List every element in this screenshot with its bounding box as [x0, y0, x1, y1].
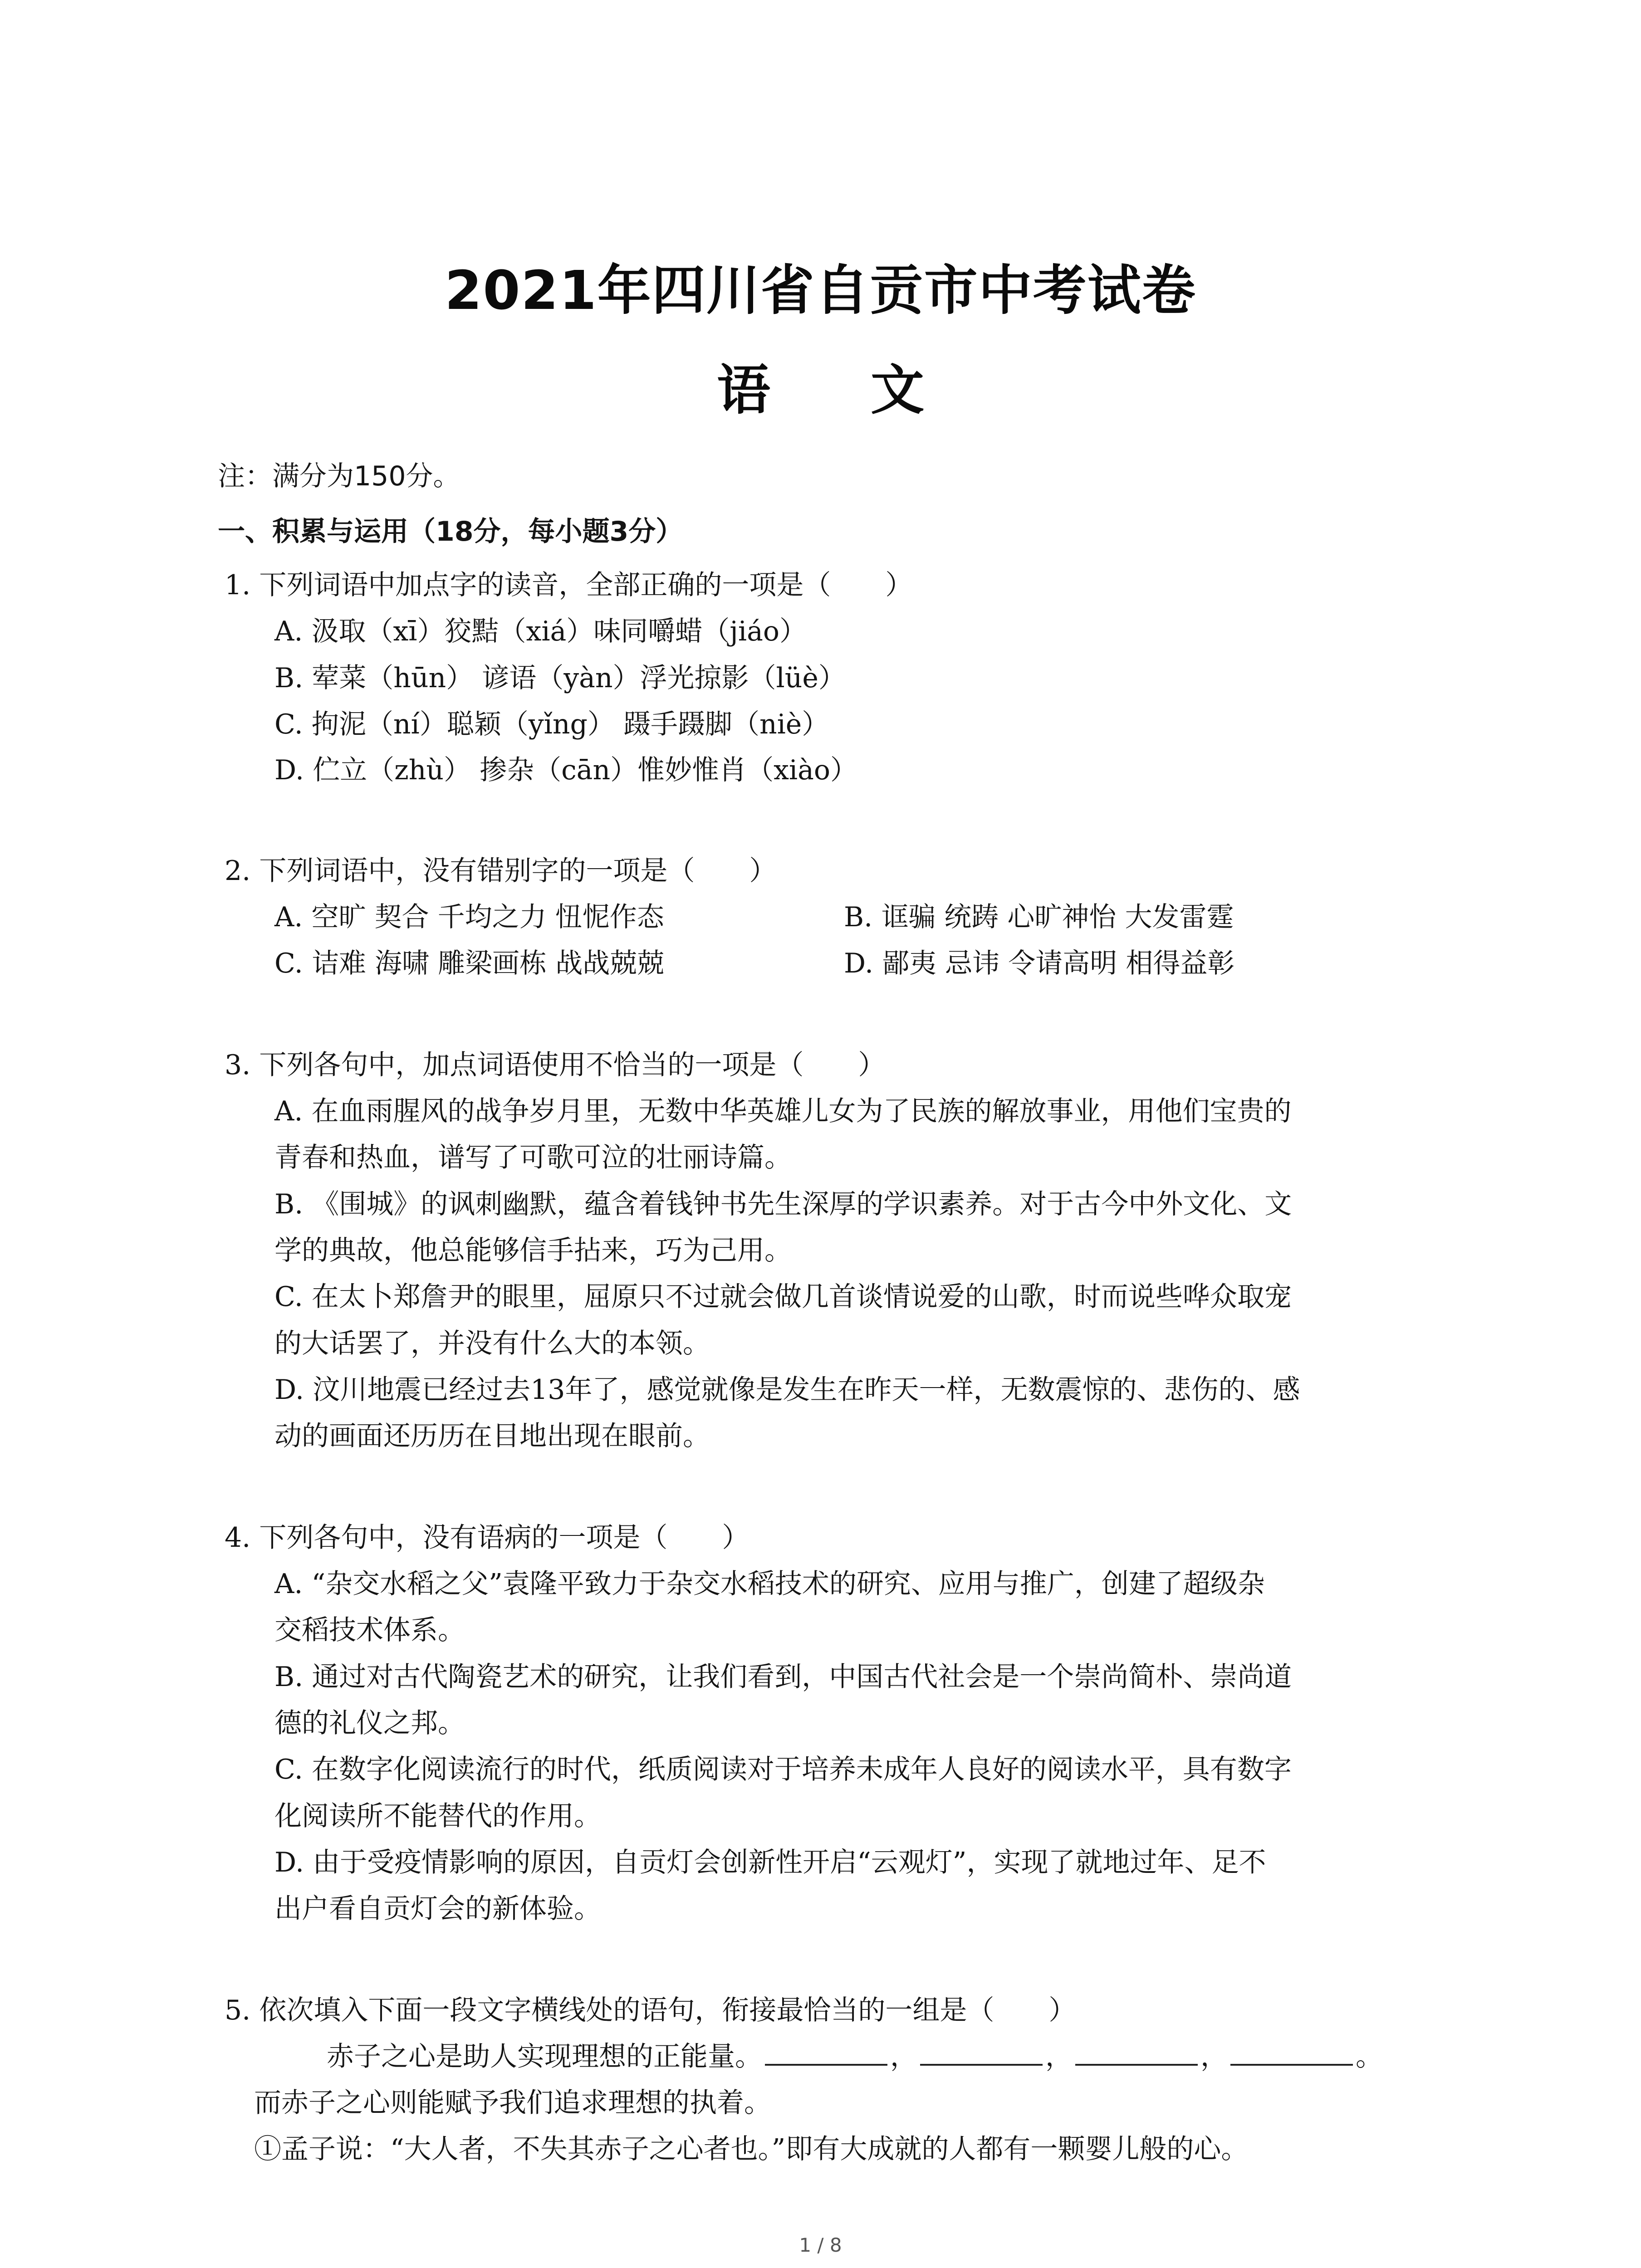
subject-title: 语 文 — [716, 359, 965, 421]
question-3-option-d: D. 汶川地震已经过去13年了，感觉就像是发生在昨天一样，无数震惊的、悲伤的、感 — [274, 1374, 1300, 1406]
question-4-option-a-cont: 交稻技术体系。 — [274, 1614, 465, 1646]
answer-blank-4 — [1230, 2040, 1353, 2066]
question-4-option-b: B. 通过对古代陶瓷艺术的研究，让我们看到，中国古代社会是一个崇尚简朴、崇尚道 — [274, 1661, 1292, 1693]
comma: ， — [1200, 2041, 1228, 2072]
question-4-option-d: D. 由于受疫情影响的原因，自贡灯会创新性开启“云观灯”，实现了就地过年、足不 — [274, 1847, 1266, 1878]
question-3-option-a: A. 在血雨腥风的战争岁月里，无数中华英雄儿女为了民族的解放事业，用他们宝贵的 — [274, 1095, 1292, 1127]
passage-start: 赤子之心是助人实现理想的正能量。 — [327, 2041, 762, 2072]
question-4-stem: 4. 下列各句中，没有语病的一项是（ ） — [225, 1522, 749, 1554]
question-3-option-d-cont: 动的画面还历历在目地出现在眼前。 — [274, 1420, 710, 1452]
question-3-option-b: B. 《围城》的讽刺幽默，蕴含着钱钟书先生深厚的学识素养。对于古今中外文化、文 — [274, 1188, 1292, 1220]
score-note: 注：满分为150分。 — [218, 460, 460, 492]
question-5-passage — [327, 2038, 1383, 2075]
answer-blank-3 — [1075, 2040, 1198, 2066]
question-3-option-a-cont: 青春和热血，谱写了可歌可泣的壮丽诗篇。 — [274, 1142, 792, 1173]
question-4-option-d-cont: 出户看自贡灯会的新体验。 — [274, 1893, 601, 1925]
section-heading: 一、积累与运用（18分，每小题3分） — [218, 516, 683, 547]
comma: ， — [890, 2041, 917, 2072]
question-1-option-b: B. 荤菜（hūn） 谚语（yàn）浮光掠影（lüè） — [274, 662, 846, 694]
comma: ， — [1045, 2041, 1073, 2072]
question-4-option-c: C. 在数字化阅读流行的时代，纸质阅读对于培养未成年人良好的阅读水平，具有数字 — [274, 1754, 1292, 1785]
question-2-option-a: A. 空旷 契合 千均之力 忸怩作态 — [274, 901, 664, 933]
question-5-stem: 5. 依次填入下面一段文字横线处的语句，衔接最恰当的一组是（ ） — [225, 1994, 1076, 2026]
question-1-option-d: D. 伫立（zhù） 掺杂（cān）惟妙惟肖（xiào） — [274, 754, 858, 786]
question-4-option-b-cont: 德的礼仪之邦。 — [274, 1707, 465, 1739]
answer-blank-1 — [765, 2040, 887, 2066]
question-3-option-c: C. 在太卜郑詹尹的眼里，屈原只不过就会做几首谈情说爱的山歌，时而说些哗众取宠 — [274, 1281, 1292, 1313]
question-2-stem: 2. 下列词语中，没有错别字的一项是（ ） — [225, 855, 777, 887]
question-2-option-d: D. 鄙夷 忌讳 令请高明 相得益彰 — [844, 948, 1235, 979]
period: 。 — [1356, 2041, 1383, 2072]
question-5-passage-cont: 而赤子之心则能赋予我们追求理想的执着。 — [254, 2087, 771, 2119]
question-5-sentence-1: ①孟子说：“大人者，不失其赤子之心者也。”即有大成就的人都有一颗婴儿般的心。 — [254, 2133, 1249, 2165]
question-2-option-b: B. 诓骗 统踌 心旷神怡 大发雷霆 — [844, 901, 1234, 933]
page-number: 1 / 8 — [799, 2234, 842, 2256]
question-1-option-c: C. 拘泥（ní）聪颖（yǐng） 蹑手蹑脚（niè） — [274, 709, 829, 740]
question-3-option-b-cont: 学的典故，他总能够信手拈来，巧为己用。 — [274, 1235, 792, 1266]
question-4-option-c-cont: 化阅读所不能替代的作用。 — [274, 1800, 601, 1832]
exam-title: 2021年四川省自贡市中考试卷 — [445, 259, 1196, 322]
answer-blank-2 — [920, 2040, 1043, 2066]
question-1-stem: 1. 下列词语中加点字的读音，全部正确的一项是（ ） — [225, 569, 913, 601]
question-1-option-a: A. 汲取（xī）狡黠（xiá）味同嚼蜡（jiáo） — [274, 616, 807, 647]
question-3-option-c-cont: 的大话罢了，并没有什么大的本领。 — [274, 1328, 710, 1359]
question-3-stem: 3. 下列各句中，加点词语使用不恰当的一项是（ ） — [225, 1049, 886, 1081]
question-2-option-c: C. 诘难 海啸 雕梁画栋 战战兢兢 — [274, 948, 665, 979]
question-4-option-a: A. “杂交水稻之父”袁隆平致力于杂交水稻技术的研究、应用与推广，创建了超级杂 — [274, 1568, 1265, 1600]
